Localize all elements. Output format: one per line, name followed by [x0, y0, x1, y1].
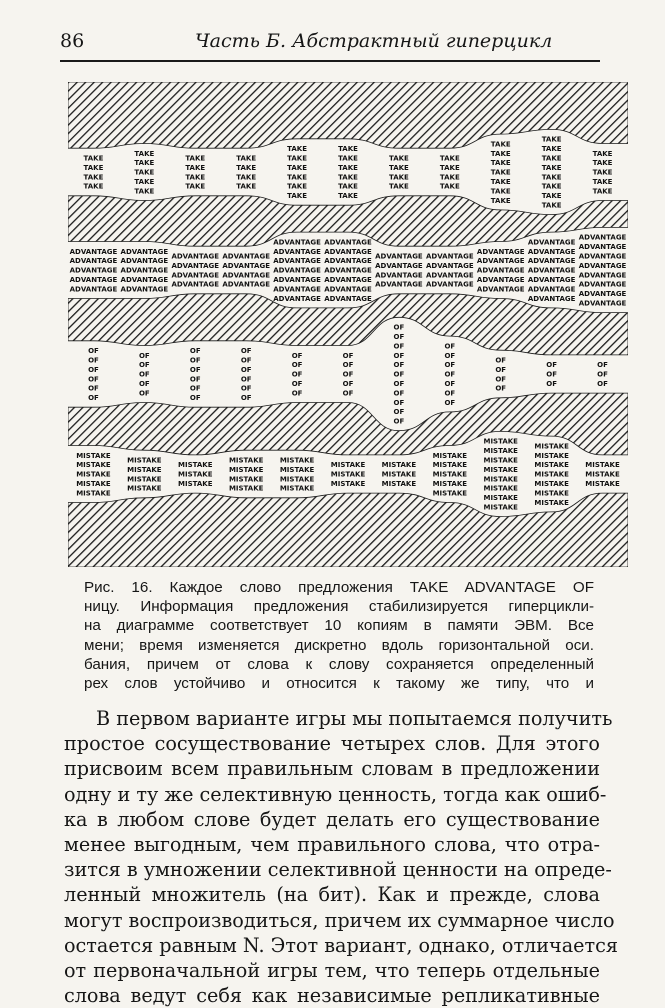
- word-copy: ADVANTAGE: [476, 276, 525, 285]
- word-column: [139, 352, 150, 398]
- word-copy: TAKE: [541, 201, 562, 210]
- word-copy: TAKE: [236, 163, 257, 172]
- word-copy: MISTAKE: [483, 456, 518, 465]
- word-copy: OF: [444, 380, 456, 389]
- word-column: [127, 457, 162, 493]
- word-copy: OF: [88, 394, 99, 403]
- word-column: [382, 461, 417, 488]
- word-copy: MISTAKE: [432, 470, 468, 479]
- word-column: [477, 248, 525, 294]
- page-number: 86: [60, 30, 85, 52]
- word-copy: ADVANTAGE: [578, 290, 627, 299]
- word-copy: OF: [495, 356, 507, 365]
- word-column: [585, 461, 620, 488]
- word-copy: TAKE: [236, 173, 257, 182]
- word-copy: ADVANTAGE: [324, 238, 372, 247]
- body-line: ка в любом слове будет делать его существование: [64, 807, 600, 831]
- word-copy: OF: [342, 389, 354, 398]
- body-line: остается равным N. Этот вариант, однако, отличается: [64, 933, 618, 957]
- word-copy: TAKE: [338, 145, 358, 154]
- word-column: [593, 150, 613, 196]
- word-copy: ADVANTAGE: [324, 266, 372, 275]
- word-copy: ADVANTAGE: [476, 285, 525, 294]
- word-copy: MISTAKE: [228, 484, 264, 493]
- word-column: [597, 361, 608, 388]
- word-copy: TAKE: [541, 145, 562, 154]
- word-column: [84, 155, 104, 191]
- word-copy: OF: [495, 365, 507, 374]
- word-copy: ADVANTAGE: [476, 247, 525, 256]
- word-copy: OF: [291, 361, 303, 370]
- word-copy: MISTAKE: [483, 465, 518, 474]
- word-column: [70, 248, 118, 294]
- caption-line: рех слов устойчиво и относится к такому же типу, что и: [84, 675, 594, 693]
- word-copy: ADVANTAGE: [69, 257, 118, 266]
- word-copy: OF: [342, 370, 354, 379]
- word-copy: MISTAKE: [76, 489, 111, 498]
- word-copy: ADVANTAGE: [171, 280, 220, 289]
- word-column: [444, 342, 455, 406]
- word-copy: OF: [240, 347, 252, 356]
- word-copy: TAKE: [592, 187, 613, 196]
- word-copy: TAKE: [338, 173, 358, 182]
- word-frequency-figure: [68, 82, 628, 567]
- word-copy: MISTAKE: [381, 480, 417, 489]
- word-copy: ADVANTAGE: [222, 252, 270, 261]
- word-copy: OF: [393, 361, 405, 370]
- word-column: [331, 461, 366, 488]
- word-column: [190, 347, 201, 402]
- word-copy: OF: [393, 408, 405, 417]
- word-copy: TAKE: [490, 178, 511, 187]
- word-column: [121, 248, 169, 294]
- word-copy: MISTAKE: [330, 461, 366, 470]
- word-copy: ADVANTAGE: [527, 294, 576, 303]
- word-copy: ADVANTAGE: [527, 285, 576, 294]
- word-copy: TAKE: [236, 154, 257, 163]
- word-column: [229, 457, 264, 493]
- word-copy: OF: [88, 375, 99, 384]
- word-copy: MISTAKE: [127, 465, 162, 474]
- word-copy: ADVANTAGE: [324, 285, 372, 294]
- word-copy: TAKE: [439, 163, 460, 172]
- word-copy: ADVANTAGE: [222, 280, 270, 289]
- word-copy: OF: [240, 356, 252, 365]
- word-column: [76, 452, 111, 498]
- word-column: [185, 155, 205, 191]
- word-copy: OF: [189, 356, 201, 365]
- word-copy: ADVANTAGE: [527, 238, 576, 247]
- word-copy: MISTAKE: [534, 498, 569, 507]
- word-copy: ADVANTAGE: [324, 247, 372, 256]
- word-copy: ADVANTAGE: [273, 285, 321, 294]
- word-copy: TAKE: [541, 192, 562, 201]
- word-copy: OF: [546, 361, 558, 370]
- word-copy: ADVANTAGE: [527, 266, 576, 275]
- word-copy: ADVANTAGE: [375, 252, 423, 261]
- word-copy: MISTAKE: [279, 475, 315, 484]
- body-paragraph: [64, 706, 618, 1008]
- word-copy: OF: [291, 380, 303, 389]
- word-copy: OF: [393, 323, 405, 332]
- word-copy: OF: [189, 394, 201, 403]
- word-copy: TAKE: [592, 168, 613, 177]
- word-copy: MISTAKE: [228, 475, 264, 484]
- word-copy: TAKE: [592, 159, 613, 168]
- word-copy: OF: [291, 370, 303, 379]
- word-copy: ADVANTAGE: [375, 271, 423, 280]
- word-column: [273, 238, 321, 302]
- word-copy: OF: [189, 347, 201, 356]
- word-copy: ADVANTAGE: [578, 243, 627, 252]
- word-copy: ADVANTAGE: [375, 280, 423, 289]
- word-copy: OF: [240, 384, 252, 393]
- word-copy: MISTAKE: [534, 470, 569, 479]
- word-copy: ADVANTAGE: [273, 257, 321, 266]
- word-copy: ADVANTAGE: [171, 252, 220, 261]
- word-copy: ADVANTAGE: [426, 271, 474, 280]
- word-copy: OF: [444, 389, 456, 398]
- caption-line: бания, причем от слова к слову сохраняется определенный: [84, 655, 594, 673]
- word-copy: ADVANTAGE: [222, 261, 270, 270]
- word-copy: TAKE: [83, 182, 104, 191]
- word-copy: OF: [240, 375, 252, 384]
- word-column: [236, 155, 256, 191]
- word-copy: TAKE: [541, 182, 562, 191]
- word-copy: ADVANTAGE: [476, 266, 525, 275]
- word-copy: MISTAKE: [585, 480, 620, 489]
- word-copy: OF: [138, 361, 150, 370]
- word-copy: MISTAKE: [585, 470, 620, 479]
- word-copy: ADVANTAGE: [171, 271, 220, 280]
- word-copy: ADVANTAGE: [69, 285, 118, 294]
- word-copy: OF: [444, 398, 456, 407]
- word-copy: MISTAKE: [76, 470, 111, 479]
- word-copy: ADVANTAGE: [578, 252, 627, 261]
- word-column: [88, 347, 99, 402]
- word-copy: OF: [495, 384, 507, 393]
- word-copy: OF: [597, 380, 608, 389]
- word-copy: TAKE: [490, 168, 511, 177]
- word-copy: MISTAKE: [432, 461, 468, 470]
- body-line: от первоначальной игры тем, что теперь отдельные: [64, 959, 600, 983]
- word-copy: MISTAKE: [76, 451, 111, 460]
- word-copy: TAKE: [490, 187, 511, 196]
- word-column: [542, 136, 562, 210]
- word-copy: TAKE: [287, 192, 308, 201]
- word-copy: OF: [88, 347, 99, 356]
- word-column: [426, 253, 474, 289]
- word-column: [343, 352, 354, 398]
- word-copy: MISTAKE: [127, 475, 162, 484]
- word-copy: MISTAKE: [127, 456, 162, 465]
- word-copy: ADVANTAGE: [69, 266, 118, 275]
- figure-caption: [84, 578, 594, 693]
- word-copy: ADVANTAGE: [273, 276, 321, 285]
- word-copy: TAKE: [388, 163, 409, 172]
- word-copy: MISTAKE: [76, 461, 111, 470]
- word-copy: TAKE: [541, 154, 562, 163]
- word-copy: MISTAKE: [330, 470, 366, 479]
- word-column: [375, 253, 423, 289]
- word-copy: OF: [495, 375, 507, 384]
- word-copy: ADVANTAGE: [120, 266, 169, 275]
- word-copy: TAKE: [185, 182, 206, 191]
- word-copy: OF: [444, 370, 456, 379]
- word-copy: TAKE: [134, 149, 155, 158]
- word-copy: ADVANTAGE: [324, 294, 372, 303]
- word-copy: OF: [393, 370, 405, 379]
- word-copy: ADVANTAGE: [273, 294, 321, 303]
- word-copy: MISTAKE: [76, 480, 111, 489]
- word-copy: ADVANTAGE: [527, 276, 576, 285]
- word-copy: ADVANTAGE: [578, 271, 627, 280]
- caption-line: ницу. Информация предложения стабилизируется гиперцикли-: [84, 598, 594, 616]
- hatched-band: [68, 294, 628, 355]
- word-column: [433, 452, 468, 498]
- word-copy: MISTAKE: [279, 484, 315, 493]
- word-copy: OF: [393, 389, 405, 398]
- word-column: [528, 238, 576, 302]
- word-copy: OF: [189, 375, 201, 384]
- word-column: [491, 140, 511, 204]
- body-line: одну и ту же селективную ценность, тогда как ошиб-: [64, 782, 607, 806]
- word-copy: OF: [88, 356, 99, 365]
- word-copy: OF: [240, 394, 252, 403]
- word-copy: TAKE: [83, 163, 104, 172]
- word-copy: TAKE: [134, 168, 155, 177]
- word-copy: ADVANTAGE: [324, 276, 372, 285]
- word-copy: TAKE: [439, 173, 460, 182]
- word-copy: MISTAKE: [534, 451, 569, 460]
- word-copy: OF: [393, 417, 405, 426]
- word-copy: TAKE: [185, 173, 206, 182]
- word-copy: TAKE: [287, 145, 308, 154]
- word-copy: ADVANTAGE: [578, 233, 627, 242]
- word-copy: OF: [342, 351, 354, 360]
- word-copy: ADVANTAGE: [120, 247, 169, 256]
- word-copy: TAKE: [134, 159, 155, 168]
- word-copy: ADVANTAGE: [273, 247, 321, 256]
- body-line: зится в умножении селективной ценности на опреде-: [64, 858, 612, 882]
- body-line: слова ведут себя как независимые репликативные: [64, 984, 600, 1008]
- word-copy: TAKE: [490, 140, 511, 149]
- word-copy: TAKE: [490, 196, 511, 205]
- word-column: [287, 145, 307, 200]
- word-copy: MISTAKE: [178, 470, 213, 479]
- word-column: [546, 361, 557, 388]
- word-copy: TAKE: [338, 163, 358, 172]
- word-column: [178, 461, 213, 488]
- word-copy: OF: [393, 351, 405, 360]
- caption-line: на диаграмме соответствует 10 копиям в памяти ЭВМ. Все: [84, 617, 594, 635]
- word-copy: MISTAKE: [483, 437, 518, 446]
- word-copy: OF: [444, 361, 456, 370]
- word-copy: MISTAKE: [483, 494, 518, 503]
- word-copy: TAKE: [83, 173, 104, 182]
- word-copy: OF: [138, 351, 150, 360]
- word-copy: MISTAKE: [381, 461, 417, 470]
- word-copy: OF: [393, 333, 405, 342]
- word-column: [394, 324, 405, 426]
- word-copy: MISTAKE: [483, 475, 518, 484]
- word-copy: MISTAKE: [483, 484, 518, 493]
- word-copy: ADVANTAGE: [273, 266, 321, 275]
- word-copy: ADVANTAGE: [578, 280, 627, 289]
- word-copy: ADVANTAGE: [375, 261, 423, 270]
- word-copy: MISTAKE: [381, 470, 417, 479]
- word-copy: TAKE: [287, 182, 308, 191]
- word-column: [534, 442, 569, 506]
- body-line: простое сосуществование четырех слов. Для этого: [64, 732, 600, 756]
- word-copy: ADVANTAGE: [527, 257, 576, 266]
- running-title: Часть Б. Абстрактный гиперцикл: [195, 30, 553, 52]
- word-copy: TAKE: [338, 192, 358, 201]
- word-copy: MISTAKE: [432, 451, 468, 460]
- word-copy: MISTAKE: [279, 465, 315, 474]
- word-copy: ADVANTAGE: [120, 257, 169, 266]
- word-column: [338, 145, 358, 200]
- word-copy: TAKE: [185, 163, 206, 172]
- word-column: [292, 352, 303, 398]
- word-copy: MISTAKE: [483, 503, 518, 512]
- word-column: [483, 438, 518, 512]
- body-line: В первом варианте игры мы попытаемся получить: [96, 707, 613, 730]
- word-copy: TAKE: [388, 182, 409, 191]
- word-copy: ADVANTAGE: [120, 285, 169, 294]
- word-copy: TAKE: [185, 154, 206, 163]
- header-rule: [60, 60, 600, 62]
- word-copy: MISTAKE: [534, 480, 569, 489]
- word-copy: OF: [393, 380, 405, 389]
- word-copy: TAKE: [134, 187, 155, 196]
- word-copy: TAKE: [338, 182, 358, 191]
- word-copy: MISTAKE: [228, 465, 264, 474]
- word-copy: ADVANTAGE: [527, 247, 576, 256]
- word-copy: MISTAKE: [127, 484, 162, 493]
- word-copy: OF: [138, 380, 150, 389]
- word-copy: ADVANTAGE: [171, 261, 220, 270]
- caption-line: Рис. 16. Каждое слово предложения TAKE ADVANTAGE OF: [84, 579, 594, 596]
- word-column: [222, 253, 270, 289]
- word-copy: TAKE: [490, 149, 511, 158]
- word-copy: MISTAKE: [483, 447, 518, 456]
- word-copy: TAKE: [388, 173, 409, 182]
- word-copy: MISTAKE: [178, 461, 213, 470]
- word-column: [134, 150, 154, 196]
- caption-line: мени; время изменяется дискретно вдоль горизонтальной оси.: [84, 636, 594, 654]
- word-copy: ADVANTAGE: [120, 276, 169, 285]
- word-copy: TAKE: [338, 154, 358, 163]
- word-copy: ADVANTAGE: [426, 252, 474, 261]
- word-copy: OF: [546, 380, 558, 389]
- word-copy: TAKE: [134, 178, 155, 187]
- word-copy: ADVANTAGE: [69, 276, 118, 285]
- word-copy: OF: [444, 351, 456, 360]
- body-line: присвоим всем правильным словам в предложении: [64, 757, 600, 781]
- word-copy: ADVANTAGE: [578, 299, 627, 308]
- word-column: [389, 155, 409, 191]
- word-copy: ADVANTAGE: [69, 247, 118, 256]
- word-copy: MISTAKE: [228, 456, 264, 465]
- word-copy: TAKE: [287, 163, 308, 172]
- word-copy: OF: [88, 384, 99, 393]
- word-copy: OF: [393, 342, 405, 351]
- word-copy: TAKE: [287, 154, 308, 163]
- word-copy: ADVANTAGE: [476, 257, 525, 266]
- word-column: [324, 238, 372, 302]
- body-line: ленный множитель (на бит). Как и прежде, слова: [64, 883, 600, 907]
- word-copy: TAKE: [592, 178, 613, 187]
- word-copy: ADVANTAGE: [273, 238, 321, 247]
- word-copy: OF: [240, 365, 252, 374]
- word-copy: MISTAKE: [432, 480, 468, 489]
- word-copy: TAKE: [541, 135, 562, 144]
- word-copy: OF: [138, 370, 150, 379]
- word-copy: OF: [393, 398, 405, 407]
- word-column: [579, 234, 627, 308]
- word-copy: TAKE: [83, 154, 104, 163]
- word-copy: TAKE: [287, 173, 308, 182]
- word-copy: MISTAKE: [534, 489, 569, 498]
- word-copy: OF: [546, 370, 558, 379]
- word-copy: TAKE: [388, 154, 409, 163]
- word-copy: OF: [342, 361, 354, 370]
- word-copy: MISTAKE: [279, 456, 315, 465]
- word-copy: TAKE: [439, 182, 460, 191]
- word-copy: ADVANTAGE: [426, 280, 474, 289]
- word-copy: OF: [444, 342, 456, 351]
- word-copy: ADVANTAGE: [426, 261, 474, 270]
- word-column: [495, 357, 506, 393]
- body-line: менее выгодным, чем правильного слова, что отра-: [64, 833, 600, 857]
- word-copy: OF: [342, 380, 354, 389]
- word-copy: OF: [189, 384, 201, 393]
- word-copy: OF: [88, 365, 99, 374]
- word-copy: OF: [597, 361, 608, 370]
- body-line: могут воспроизводиться, причем их суммарное число: [64, 908, 615, 932]
- word-copy: OF: [597, 370, 608, 379]
- word-copy: MISTAKE: [432, 489, 468, 498]
- word-copy: MISTAKE: [178, 480, 213, 489]
- word-copy: TAKE: [439, 154, 460, 163]
- word-column: [171, 253, 219, 289]
- word-column: [280, 457, 315, 493]
- word-copy: OF: [291, 351, 303, 360]
- word-copy: TAKE: [541, 173, 562, 182]
- word-copy: OF: [189, 365, 201, 374]
- word-copy: TAKE: [541, 163, 562, 172]
- word-copy: TAKE: [490, 159, 511, 168]
- word-copy: ADVANTAGE: [222, 271, 270, 280]
- word-column: [241, 347, 252, 402]
- word-copy: MISTAKE: [534, 461, 569, 470]
- word-copy: OF: [138, 389, 150, 398]
- word-copy: ADVANTAGE: [578, 261, 627, 270]
- word-column: [440, 155, 460, 191]
- word-copy: MISTAKE: [585, 461, 620, 470]
- word-copy: MISTAKE: [534, 442, 569, 451]
- word-copy: TAKE: [236, 182, 257, 191]
- word-copy: OF: [291, 389, 303, 398]
- word-copy: ADVANTAGE: [324, 257, 372, 266]
- word-copy: MISTAKE: [330, 480, 366, 489]
- word-copy: TAKE: [592, 149, 613, 158]
